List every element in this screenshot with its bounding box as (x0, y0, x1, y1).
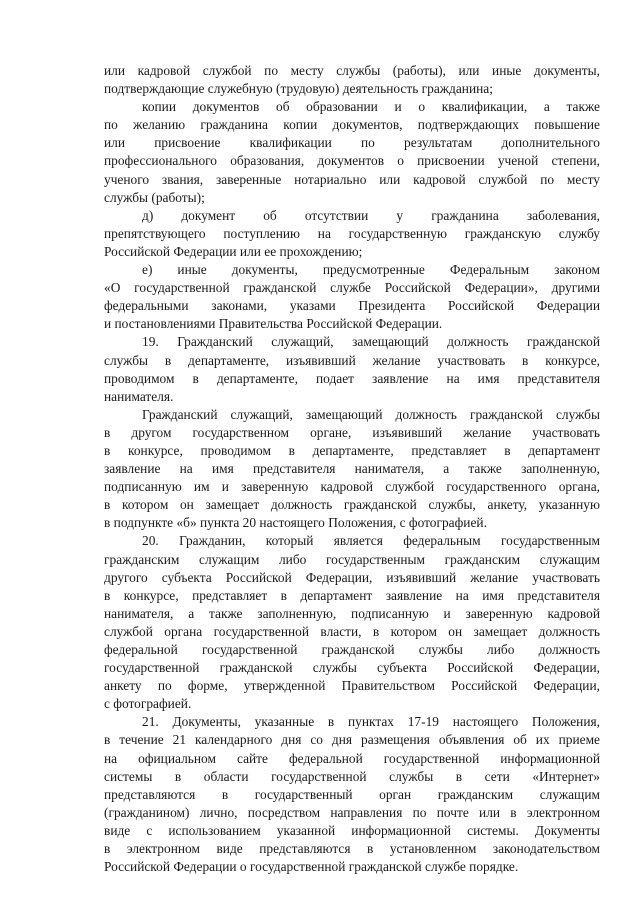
text-line: федеральными законами, указами Президента Российской Федерации (104, 298, 600, 314)
text-line: или присвоение квалификации по результатам дополнительного (104, 135, 600, 151)
paragraph (104, 62, 600, 98)
text-line: нанимателя. (104, 388, 174, 404)
text-line: в котором он замещает должность гражданской службы, анкету, указанную (104, 497, 600, 513)
text-line: анкету по форме, утвержденной Правительством Российской Федерации, (104, 678, 600, 694)
paragraph (104, 406, 600, 533)
text-line: гражданским служащим либо государственным гражданским служащим (104, 551, 600, 567)
text-line: службы в департаменте, изъявивший желание участвовать в конкурсе, (104, 352, 600, 368)
text-line: «О государственной гражданской службе Российской Федерации», другими (104, 280, 600, 296)
text-line: в течение 21 календарного дня со дня размещения объявления об их приеме (104, 732, 600, 748)
text-line: другого субъекта Российской Федерации, изъявивший желание участвовать (104, 569, 600, 585)
text-line: представляются в государственный орган гражданским служащим (104, 786, 600, 802)
paragraph (104, 98, 600, 207)
text-line: или кадровой службой по месту службы (работы), или иные документы, (104, 63, 600, 78)
text-line: Гражданский служащий, замещающий должность гражданской службы (142, 406, 600, 422)
text-line: подписанную им и заверенную кадровой службой государственного органа, (104, 479, 600, 495)
text-line: по желанию гражданина копии документов, подтверждающих повышение (104, 117, 600, 133)
text-line: и постановлениями Правительства Российской Федерации. (104, 316, 443, 332)
text-line: 19. Гражданский служащий, замещающий должность гражданской (142, 334, 600, 350)
text-line: е) иные документы, предусмотренные Федеральным законом (142, 262, 600, 278)
text-line: профессионального образования, документов о присвоении ученой степени, (104, 153, 600, 169)
text-line: Российской Федерации о государственной гражданской службе порядке. (104, 859, 519, 875)
text-line: 20. Гражданин, который является федеральным государственным (142, 533, 600, 549)
paragraph (104, 333, 600, 405)
text-line: нанимателя, а также заполненную, подписанную и заверенную кадровой (104, 605, 600, 621)
text-line: в другом государственном органе, изъявивший желание участвовать (104, 424, 600, 440)
text-line: в подпункте «б» пункта 20 настоящего Положения, с фотографией. (104, 515, 487, 531)
text-line: копии документов об образовании и о квалификации, а также (142, 99, 600, 115)
paragraph (104, 207, 600, 261)
text-line: 21. Документы, указанные в пунктах 17-19 настоящего Положения, (142, 714, 600, 730)
paragraph (104, 532, 600, 713)
text-line: федеральной государственной гражданской службы либо должность (104, 642, 600, 657)
text-line: в конкурсе, представляет в департамент заявление на имя представителя (104, 587, 600, 603)
text-line: системы в области государственной службы в сети «Интернет» (104, 768, 600, 784)
text-line: службы (работы); (104, 189, 205, 205)
text-line: ученого звания, заверенные нотариально или кадровой службой по месту (104, 171, 600, 187)
text-line: (гражданином) лично, посредством направления по почте или в электронном (104, 804, 600, 820)
text-line: виде с использованием указанной информационной системы. Документы (104, 822, 600, 838)
text-line: Российской Федерации или ее прохождению; (104, 243, 363, 259)
paragraph (104, 261, 600, 333)
text-line: в конкурсе, проводимом в департаменте, представляет в департамент (104, 442, 600, 458)
document-page (104, 62, 600, 876)
text-line: государственной гражданской службы субъекта Российской Федерации, (104, 660, 600, 676)
text-line: с фотографией. (104, 696, 192, 712)
text-line: на официальном сайте федеральной государственной информационной (104, 750, 600, 766)
text-line: препятствующего поступлению на государственную гражданскую службу (104, 225, 600, 241)
paragraph (104, 713, 600, 876)
text-line: д) документ об отсутствии у гражданина заболевания, (142, 207, 600, 223)
text-line: заявление на имя представителя нанимателя, а также заполненную, (104, 461, 600, 477)
text-line: в электронном виде представляются в установленном законодательством (104, 841, 600, 857)
text-line: подтверждающие служебную (трудовую) деятельность гражданина; (104, 81, 493, 97)
text-line: проводимом в департаменте, подает заявление на имя представителя (104, 370, 600, 386)
text-line: службой органа государственной власти, в котором он замещает должность (104, 623, 600, 639)
